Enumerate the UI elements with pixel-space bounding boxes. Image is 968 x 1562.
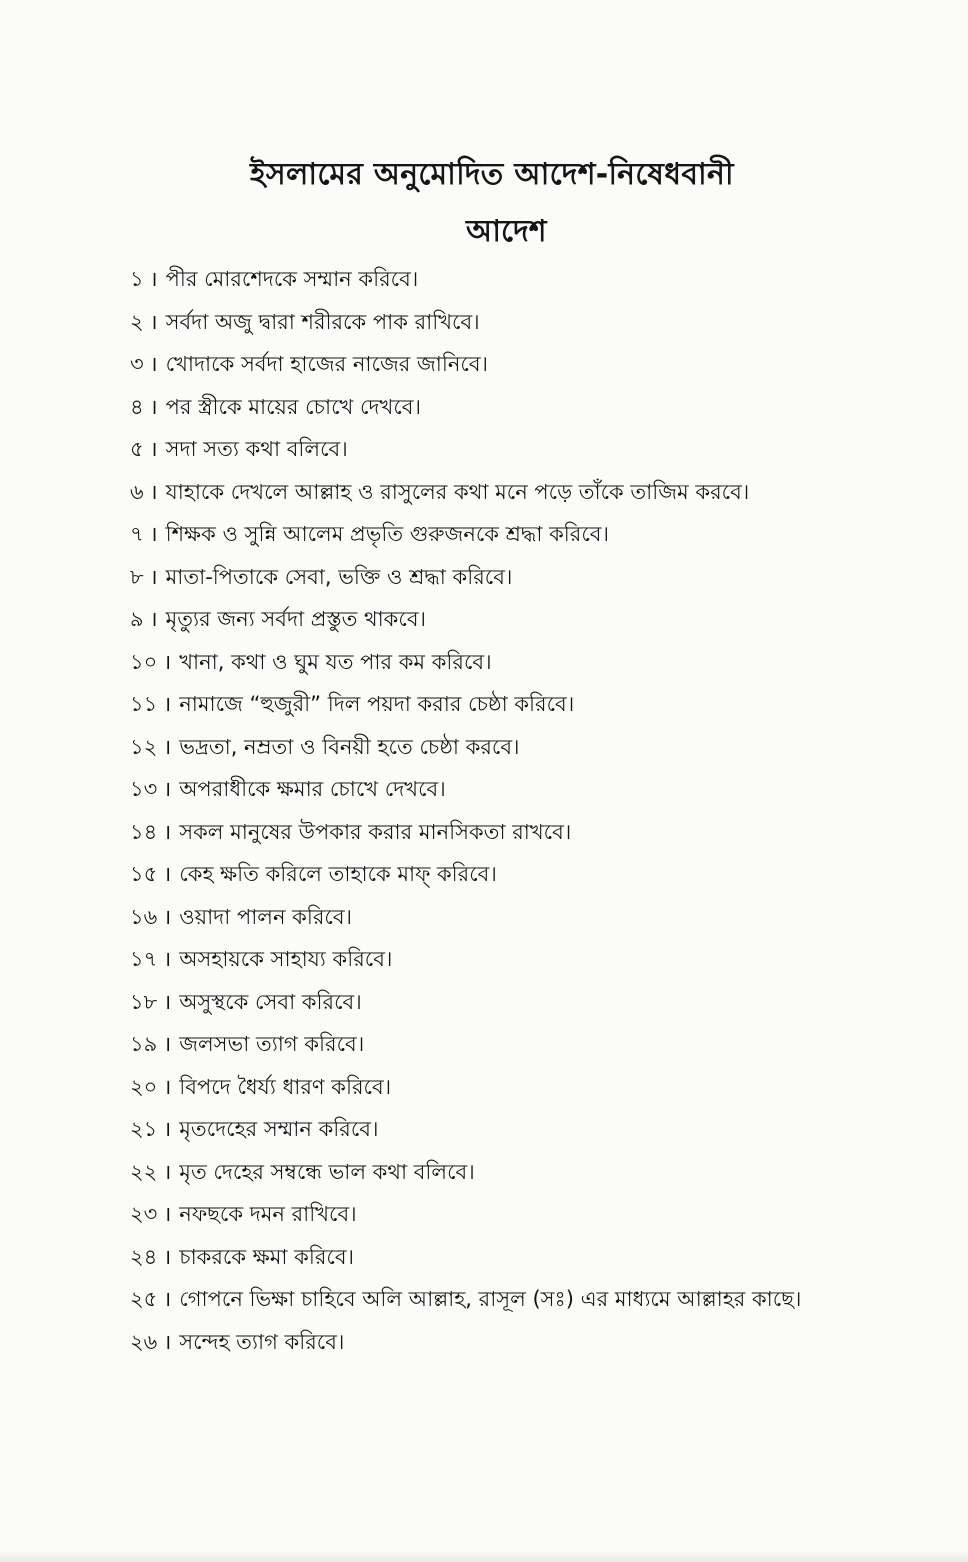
list-item — [130, 1115, 920, 1143]
item-separator: । — [149, 437, 158, 461]
item-separator: । — [163, 1287, 172, 1311]
list-item — [130, 690, 920, 718]
item-text: ভদ্রতা, নম্রতা ও বিনয়ী হতে চেষ্ঠা করবে। — [179, 734, 520, 759]
item-number: ৩ — [130, 352, 144, 376]
commandments-list — [130, 265, 920, 1370]
list-item — [130, 775, 920, 803]
item-separator: । — [163, 1159, 172, 1184]
item-text: ওয়াদা পালন করিবে। — [179, 904, 353, 929]
item-text: সকল মানুষের উপকার করার মানসিকতা রাখবে। — [179, 819, 572, 844]
item-text: অপরাধীকে ক্ষমার চোখে দেখবে। — [179, 777, 446, 801]
item-text: নফছকে দমন রাখিবে। — [179, 1202, 357, 1226]
item-text: মৃতদেহের সম্মান করিবে। — [179, 1117, 379, 1141]
item-text: মৃত্যুর জন্য সর্বদা প্রস্তুত থাকবে। — [165, 607, 427, 631]
list-item — [130, 265, 920, 293]
list-item — [130, 435, 920, 463]
list-item — [130, 648, 920, 676]
item-separator: । — [163, 947, 172, 971]
page-title: ইসলামের অনুমোদিত আদেশ-নিষেধবানী — [250, 157, 734, 192]
item-separator: । — [163, 819, 172, 844]
item-text: চাকরকে ক্ষমা করিবে। — [179, 1244, 355, 1269]
item-text: গোপনে ভিক্ষা চাহিবে অলি আল্লাহ, রাসূল (সঃ) এর মাধ্যমে আল্লাহর কাছে। — [179, 1287, 802, 1311]
list-item — [130, 733, 920, 761]
item-number: ২১ — [130, 1117, 158, 1141]
list-item — [130, 478, 920, 506]
item-separator: । — [149, 352, 158, 376]
item-separator: । — [163, 734, 172, 759]
item-number: ১৮ — [130, 989, 158, 1014]
list-item — [130, 1328, 920, 1356]
item-text: সর্বদা অজু দ্বারা শরীরকে পাক রাখিবে। — [165, 309, 480, 334]
list-item — [130, 945, 920, 973]
item-separator: । — [163, 1244, 172, 1269]
item-separator: । — [163, 989, 172, 1014]
item-text: জলসভা ত্যাগ করিবে। — [179, 1032, 365, 1056]
list-item — [130, 988, 920, 1016]
list-item — [130, 1200, 920, 1228]
item-number: ৪ — [130, 394, 144, 419]
list-item — [130, 308, 920, 336]
item-number: ২৩ — [130, 1202, 158, 1226]
item-number: ১৯ — [130, 1032, 158, 1056]
item-separator: । — [163, 777, 172, 801]
item-separator: । — [149, 309, 158, 334]
item-text: পর স্ত্রীকে মায়ের চোখে দেখবে। — [165, 394, 421, 419]
list-item — [130, 860, 920, 888]
item-separator: । — [163, 692, 172, 716]
item-number: ১৬ — [130, 904, 158, 929]
item-text: অসহায়কে সাহায্য করিবে। — [179, 947, 393, 971]
item-number: ১০ — [130, 649, 158, 674]
item-text: খোদাকে সর্বদা হাজের নাজের জানিবে। — [165, 352, 489, 376]
item-number: ৬ — [130, 479, 144, 504]
list-item — [130, 1030, 920, 1058]
item-text: পীর মোরশেদকে সম্মান করিবে। — [165, 267, 419, 291]
item-number: ২২ — [130, 1159, 158, 1184]
item-separator: । — [163, 1202, 172, 1226]
item-text: মৃত দেহের সম্বন্ধে ভাল কথা বলিবে। — [179, 1159, 475, 1184]
item-number: ১৭ — [130, 947, 158, 971]
list-item — [130, 350, 920, 378]
item-separator: । — [163, 1032, 172, 1056]
list-item — [130, 520, 920, 548]
item-text: বিপদে ধৈর্য্য ধারণ করিবে। — [179, 1074, 392, 1099]
item-text: সন্দেহ ত্যাগ করিবে। — [179, 1329, 345, 1354]
item-text: কেহ ক্ষতি করিলে তাহাকে মাফ্ করিবে। — [179, 862, 497, 886]
list-item — [130, 1073, 920, 1101]
item-text: খানা, কথা ও ঘুম যত পার কম করিবে। — [179, 649, 492, 674]
item-number: ১৫ — [130, 862, 158, 886]
item-number: ১২ — [130, 734, 158, 759]
list-item — [130, 1158, 920, 1186]
item-number: ২৬ — [130, 1329, 158, 1354]
item-separator: । — [163, 1074, 172, 1099]
item-number: ২৫ — [130, 1287, 158, 1311]
item-number: ৯ — [130, 607, 144, 631]
item-number: ২ — [130, 309, 144, 334]
item-separator: । — [163, 1117, 172, 1141]
item-number: ৫ — [130, 437, 144, 461]
item-text: সদা সত্য কথা বলিবে। — [165, 437, 348, 461]
item-separator: । — [149, 267, 158, 291]
list-item — [130, 1285, 920, 1313]
item-text: নামাজে “হুজুরী” দিল পয়দা করার চেষ্ঠা করিবে। — [179, 692, 575, 716]
list-item — [130, 563, 920, 591]
item-separator: । — [163, 649, 172, 674]
item-number: ১৪ — [130, 819, 158, 844]
item-separator: । — [149, 394, 158, 419]
list-item — [130, 393, 920, 421]
list-item — [130, 605, 920, 633]
item-separator: । — [149, 479, 158, 504]
item-separator: । — [163, 1329, 172, 1354]
list-item — [130, 818, 920, 846]
item-separator: । — [149, 607, 158, 631]
section-heading: আদেশ — [466, 214, 547, 249]
item-text: অসুস্থকে সেবা করিবে। — [179, 989, 362, 1014]
item-separator: । — [163, 862, 172, 886]
item-separator: । — [163, 904, 172, 929]
item-text: শিক্ষক ও সুন্নি আলেম প্রভৃতি গুরুজনকে শ্রদ্ধা করিবে। — [165, 522, 609, 546]
item-number: ১ — [130, 267, 144, 291]
item-number: ৭ — [130, 522, 144, 546]
item-number: ২০ — [130, 1074, 158, 1099]
list-item — [130, 1243, 920, 1271]
item-text: মাতা-পিতাকে সেবা, ভক্তি ও শ্রদ্ধা করিবে। — [165, 564, 513, 589]
item-number: ১৩ — [130, 777, 158, 801]
item-separator: । — [149, 522, 158, 546]
item-number: ৮ — [130, 564, 144, 589]
item-number: ১১ — [130, 692, 158, 716]
item-text: যাহাকে দেখলে আল্লাহ ও রাসুলের কথা মনে পড়ে তাঁকে তাজিম করবে। — [165, 479, 750, 504]
item-separator: । — [149, 564, 158, 589]
item-number: ২৪ — [130, 1244, 158, 1269]
list-item — [130, 903, 920, 931]
